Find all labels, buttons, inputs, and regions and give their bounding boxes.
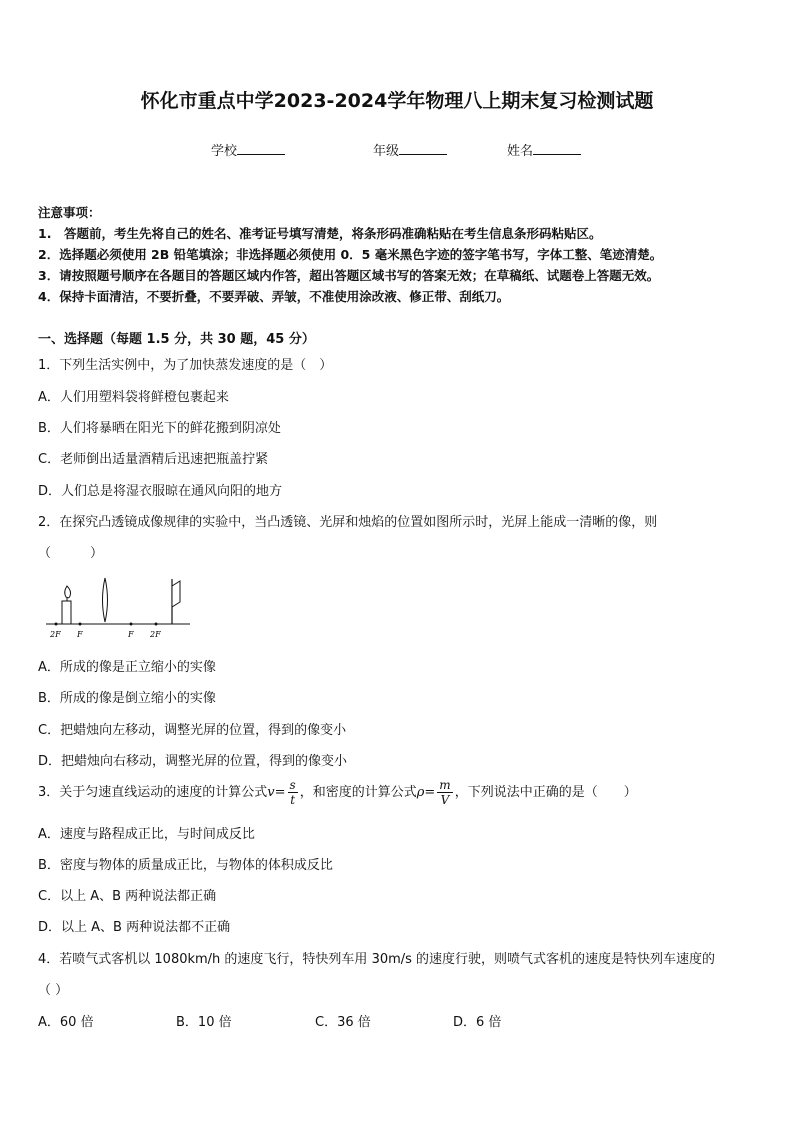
question-3-option-b[interactable]: B．密度与物体的质量成正比，与物体的体积成反比 [38, 858, 333, 873]
notice-item: 4．保持卡面清洁，不要折叠，不要弄破、弄皱，不准使用涂改液、修正带、刮纸刀。 [38, 289, 510, 304]
candle-flame [65, 586, 71, 598]
question-1-option-b[interactable]: B．人们将暴晒在阳光下的鲜花搬到阴凉处 [38, 421, 281, 436]
notice-item: 2．选择题必须使用 2B 铅笔填涂；非选择题必须使用 0．5 毫米黑色字迹的签字笔书写，字体工整、笔迹清楚。 [38, 247, 663, 262]
question-3-stem [38, 778, 637, 808]
grade-blank[interactable] [399, 141, 447, 155]
question-4-stem-cont: （ ） [38, 983, 69, 998]
question-4-stem: 4．若喷气式客机以 1080km/h 的速度飞行，特快列车用 30m/s 的速度行驶，则喷气式客机的速度是特快列车速度的 [38, 952, 716, 967]
question-4-option-d[interactable]: D．6 倍 [453, 1015, 502, 1030]
question-2-stem-cont: （ ） [38, 546, 104, 561]
school-label: 学校 [211, 144, 238, 159]
lens-diagram [38, 574, 198, 640]
tick-2f-left [55, 623, 58, 626]
formula-velocity-lhs: v [267, 785, 275, 800]
question-2-option-b[interactable]: B．所成的像是倒立缩小的实像 [38, 691, 216, 706]
convex-lens [103, 578, 108, 622]
formula-velocity-fraction [288, 778, 298, 807]
page-title: 怀化市重点中学2023-2024学年物理八上期末复习检测试题 [140, 90, 654, 112]
question-4-option-c[interactable]: C．36 倍 [315, 1015, 371, 1030]
label-2f-left: 2F [50, 630, 61, 639]
equals-sign: = [424, 785, 436, 800]
notice-item: 1. 答题前，考生先将自己的姓名、准考证号填写清楚，将条形码准确粘贴在考生信息条形码粘贴区。 [38, 226, 602, 241]
formula-density-lhs: ρ [416, 785, 425, 800]
question-3-stem-part-b: ，和密度的计算公式 [299, 785, 417, 800]
candle-body [62, 601, 71, 624]
name-field[interactable] [507, 140, 581, 159]
tick-f-left [79, 623, 82, 626]
question-3-option-c[interactable]: C．以上 A、B 两种说法都正确 [38, 889, 217, 904]
section-heading: 一、选择题（每题 1.5 分，共 30 题，45 分） [38, 332, 315, 347]
tick-f-right [130, 623, 133, 626]
name-label: 姓名 [507, 144, 534, 159]
question-4-option-b[interactable]: B．10 倍 [176, 1015, 232, 1030]
question-4-option-a[interactable]: A．60 倍 [38, 1015, 94, 1030]
question-3-option-d[interactable]: D．以上 A、B 两种说法都不正确 [38, 920, 231, 935]
question-3-stem-part-a: 3．关于匀速直线运动的速度的计算公式 [38, 785, 268, 800]
question-2-option-d[interactable]: D．把蜡烛向右移动，调整光屏的位置，得到的像变小 [38, 754, 348, 769]
name-blank[interactable] [533, 141, 581, 155]
question-2-option-a[interactable]: A．所成的像是正立缩小的实像 [38, 660, 216, 675]
grade-field[interactable] [373, 140, 447, 159]
label-f-left: F [77, 630, 83, 639]
equals-sign: = [274, 785, 286, 800]
light-screen [172, 581, 180, 607]
formula-velocity-numerator: s [289, 778, 296, 792]
question-1-option-d[interactable]: D．人们总是将湿衣服晾在通风向阳的地方 [38, 484, 283, 499]
question-1-option-c[interactable]: C．老师倒出适量酒精后迅速把瓶盖拧紧 [38, 452, 269, 467]
question-3-stem-part-c: ，下列说法中正确的是（ ） [454, 785, 637, 800]
tick-2f-right [155, 623, 158, 626]
question-3-option-a[interactable]: A．速度与路程成正比，与时间成反比 [38, 827, 255, 842]
question-2-option-c[interactable]: C．把蜡烛向左移动，调整光屏的位置，得到的像变小 [38, 723, 347, 738]
label-2f-right: 2F [150, 630, 161, 639]
grade-label: 年级 [373, 144, 400, 159]
question-1-option-a[interactable]: A．人们用塑料袋将鲜橙包裹起来 [38, 390, 229, 405]
school-field[interactable] [211, 140, 285, 159]
formula-density-numerator: m [439, 778, 451, 792]
formula-density-fraction [437, 778, 452, 807]
notice-item: 3．请按照题号顺序在各题目的答题区域内作答，超出答题区域书写的答案无效；在草稿纸、试题卷上答题无效。 [38, 268, 660, 283]
label-f-right: F [128, 630, 134, 639]
notice-heading: 注意事项： [38, 205, 101, 220]
formula-density-denominator: V [440, 793, 450, 807]
school-blank[interactable] [237, 141, 285, 155]
question-1-stem: 1．下列生活实例中，为了加快蒸发速度的是（ ） [38, 358, 333, 373]
formula-velocity-denominator: t [290, 793, 296, 807]
question-2-stem: 2．在探究凸透镜成像规律的实验中，当凸透镜、光屏和烛焰的位置如图所示时，光屏上能成一清晰的像，则 [38, 515, 658, 530]
